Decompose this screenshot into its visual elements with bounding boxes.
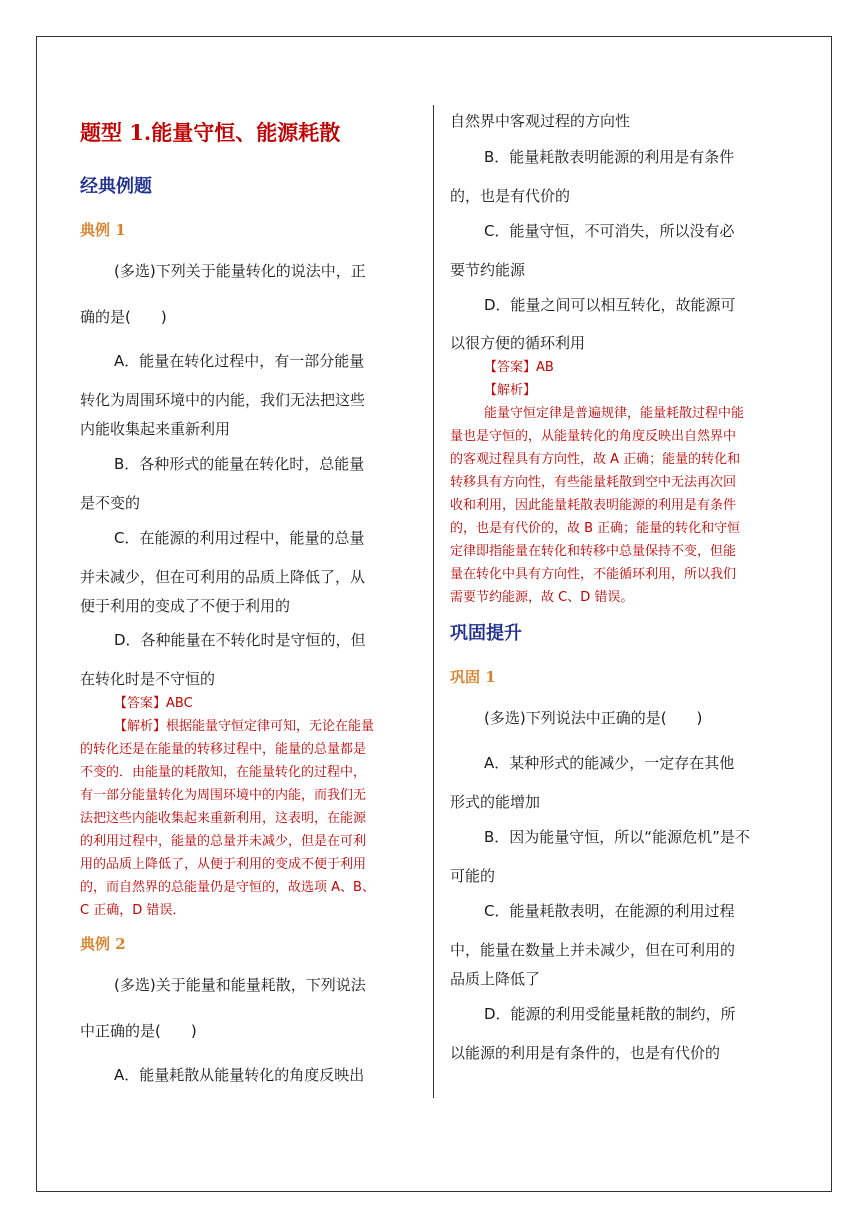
example-2-answer: 【答案】AB	[484, 360, 554, 375]
example-2-analysis-head: 【解析】	[484, 383, 537, 398]
example-1-line: 便于利用的变成了不便于利用的	[80, 597, 291, 615]
practice-1-line: D．能源的利用受能量耗散的制约，所	[484, 1005, 736, 1023]
practice-1-line: 品质上降低了	[450, 970, 541, 988]
practice-1-line: 中，能量在数量上并未减少，但在可利用的	[450, 941, 736, 959]
example-2-label: 典例 2	[80, 935, 126, 953]
example-1-analysis-line: 的利用过程中，能量的总量并未减少，但是在可利	[80, 834, 367, 849]
example-1-analysis-line: 法把这些内能收集起来重新利用，这表明，在能源	[80, 811, 367, 826]
example-1-line: D．各种能量在不转化时是守恒的，但	[114, 631, 366, 649]
example-1-line: A．能量在转化过程中，有一部分能量	[114, 352, 365, 370]
example-2-line: A．能量耗散从能量转化的角度反映出	[114, 1066, 365, 1084]
example-1-line: 并未减少，但在可利用的品质上降低了，从	[80, 568, 366, 586]
example-1-line: B．各种形式的能量在转化时，总能量	[114, 455, 365, 473]
example-1-line: 确的是( )	[80, 308, 167, 326]
practice-1-line: 形式的能增加	[450, 793, 541, 811]
example-1-analysis-line: 有一部分能量转化为周围环境中的内能，而我们无	[80, 788, 367, 803]
section-heading-examples: 经典例题	[80, 176, 152, 197]
example-2-line: B．能量耗散表明能源的利用是有条件	[484, 148, 735, 166]
example-2-analysis-line: 定律即指能量在转化和转移中总量保持不变，但能	[450, 544, 737, 559]
column-divider	[433, 105, 434, 1098]
example-1-analysis-line: C 正确，D 错误．	[80, 903, 186, 918]
section-heading-practice: 巩固提升	[450, 623, 522, 644]
example-1-line: 转化为周围环境中的内能，我们无法把这些	[80, 391, 366, 409]
example-2-analysis-line: 量在转化中具有方向性，不能循环利用，所以我们	[450, 567, 737, 582]
example-2-line: C．能量守恒，不可消失，所以没有必	[484, 222, 735, 240]
example-2-line: 自然界中客观过程的方向性	[450, 112, 631, 130]
example-1-line: 内能收集起来重新利用	[80, 420, 231, 438]
example-2-line: 中正确的是( )	[80, 1022, 197, 1040]
example-2-analysis-line: 需要节约能源，故 C、D 错误。	[450, 590, 634, 605]
practice-1-label: 巩固 1	[450, 668, 496, 686]
example-1-line: (多选)下列关于能量转化的说法中，正	[114, 262, 366, 280]
example-2-line: 以很方便的循环利用	[450, 334, 586, 352]
example-1-analysis-line: 的转化还是在能量的转移过程中，能量的总量都是	[80, 742, 367, 757]
example-2-line: D．能量之间可以相互转化，故能源可	[484, 296, 736, 314]
example-1-line: C．在能源的利用过程中，能量的总量	[114, 529, 365, 547]
example-2-analysis-line: 收和利用，因此能量耗散表明能源的利用是有条件	[450, 498, 737, 513]
example-2-analysis-line: 量也是守恒的，从能量转化的角度反映出自然界中	[450, 429, 737, 444]
example-2-line: 的，也是有代价的	[450, 187, 571, 205]
example-2-analysis-line: 转移具有方向性，有些能量耗散到空中无法再次回	[450, 475, 737, 490]
practice-1-line: B．因为能量守恒，所以“能源危机”是不	[484, 828, 750, 846]
example-2-analysis-line: 的，也是有代价的，故 B 正确；能量的转化和守恒	[450, 521, 741, 536]
example-2-line: (多选)关于能量和能量耗散，下列说法	[114, 976, 366, 994]
practice-1-line: (多选)下列说法中正确的是( )	[484, 709, 703, 727]
example-2-analysis-line: 能量守恒定律是普遍规律，能量耗散过程中能	[484, 406, 745, 421]
example-2-line: 要节约能源	[450, 261, 526, 279]
practice-1-line: C．能量耗散表明，在能源的利用过程	[484, 902, 735, 920]
example-1-line: 在转化时是不守恒的	[80, 670, 216, 688]
example-1-label: 典例 1	[80, 221, 126, 239]
example-1-line: 是不变的	[80, 494, 141, 512]
practice-1-line: 可能的	[450, 867, 496, 885]
example-1-analysis-line: 不变的．由能量的耗散知，在能量转化的过程中，	[80, 765, 367, 780]
practice-1-line: A．某种形式的能减少，一定存在其他	[484, 754, 735, 772]
example-1-answer: 【答案】ABC	[114, 696, 193, 711]
example-1-analysis-line: 的，而自然界的总能量仍是守恒的，故选项 A、B、	[80, 880, 375, 895]
practice-1-line: 以能源的利用是有条件的，也是有代价的	[450, 1044, 721, 1062]
page-title: 题型 1.能量守恒、能源耗散	[80, 120, 341, 145]
example-2-analysis-line: 的客观过程具有方向性，故 A 正确；能量的转化和	[450, 452, 741, 467]
example-1-analysis-line: 【解析】根据能量守恒定律可知，无论在能量	[114, 719, 375, 734]
example-1-analysis-line: 用的品质上降低了，从便于利用的变成不便于利用	[80, 857, 367, 872]
